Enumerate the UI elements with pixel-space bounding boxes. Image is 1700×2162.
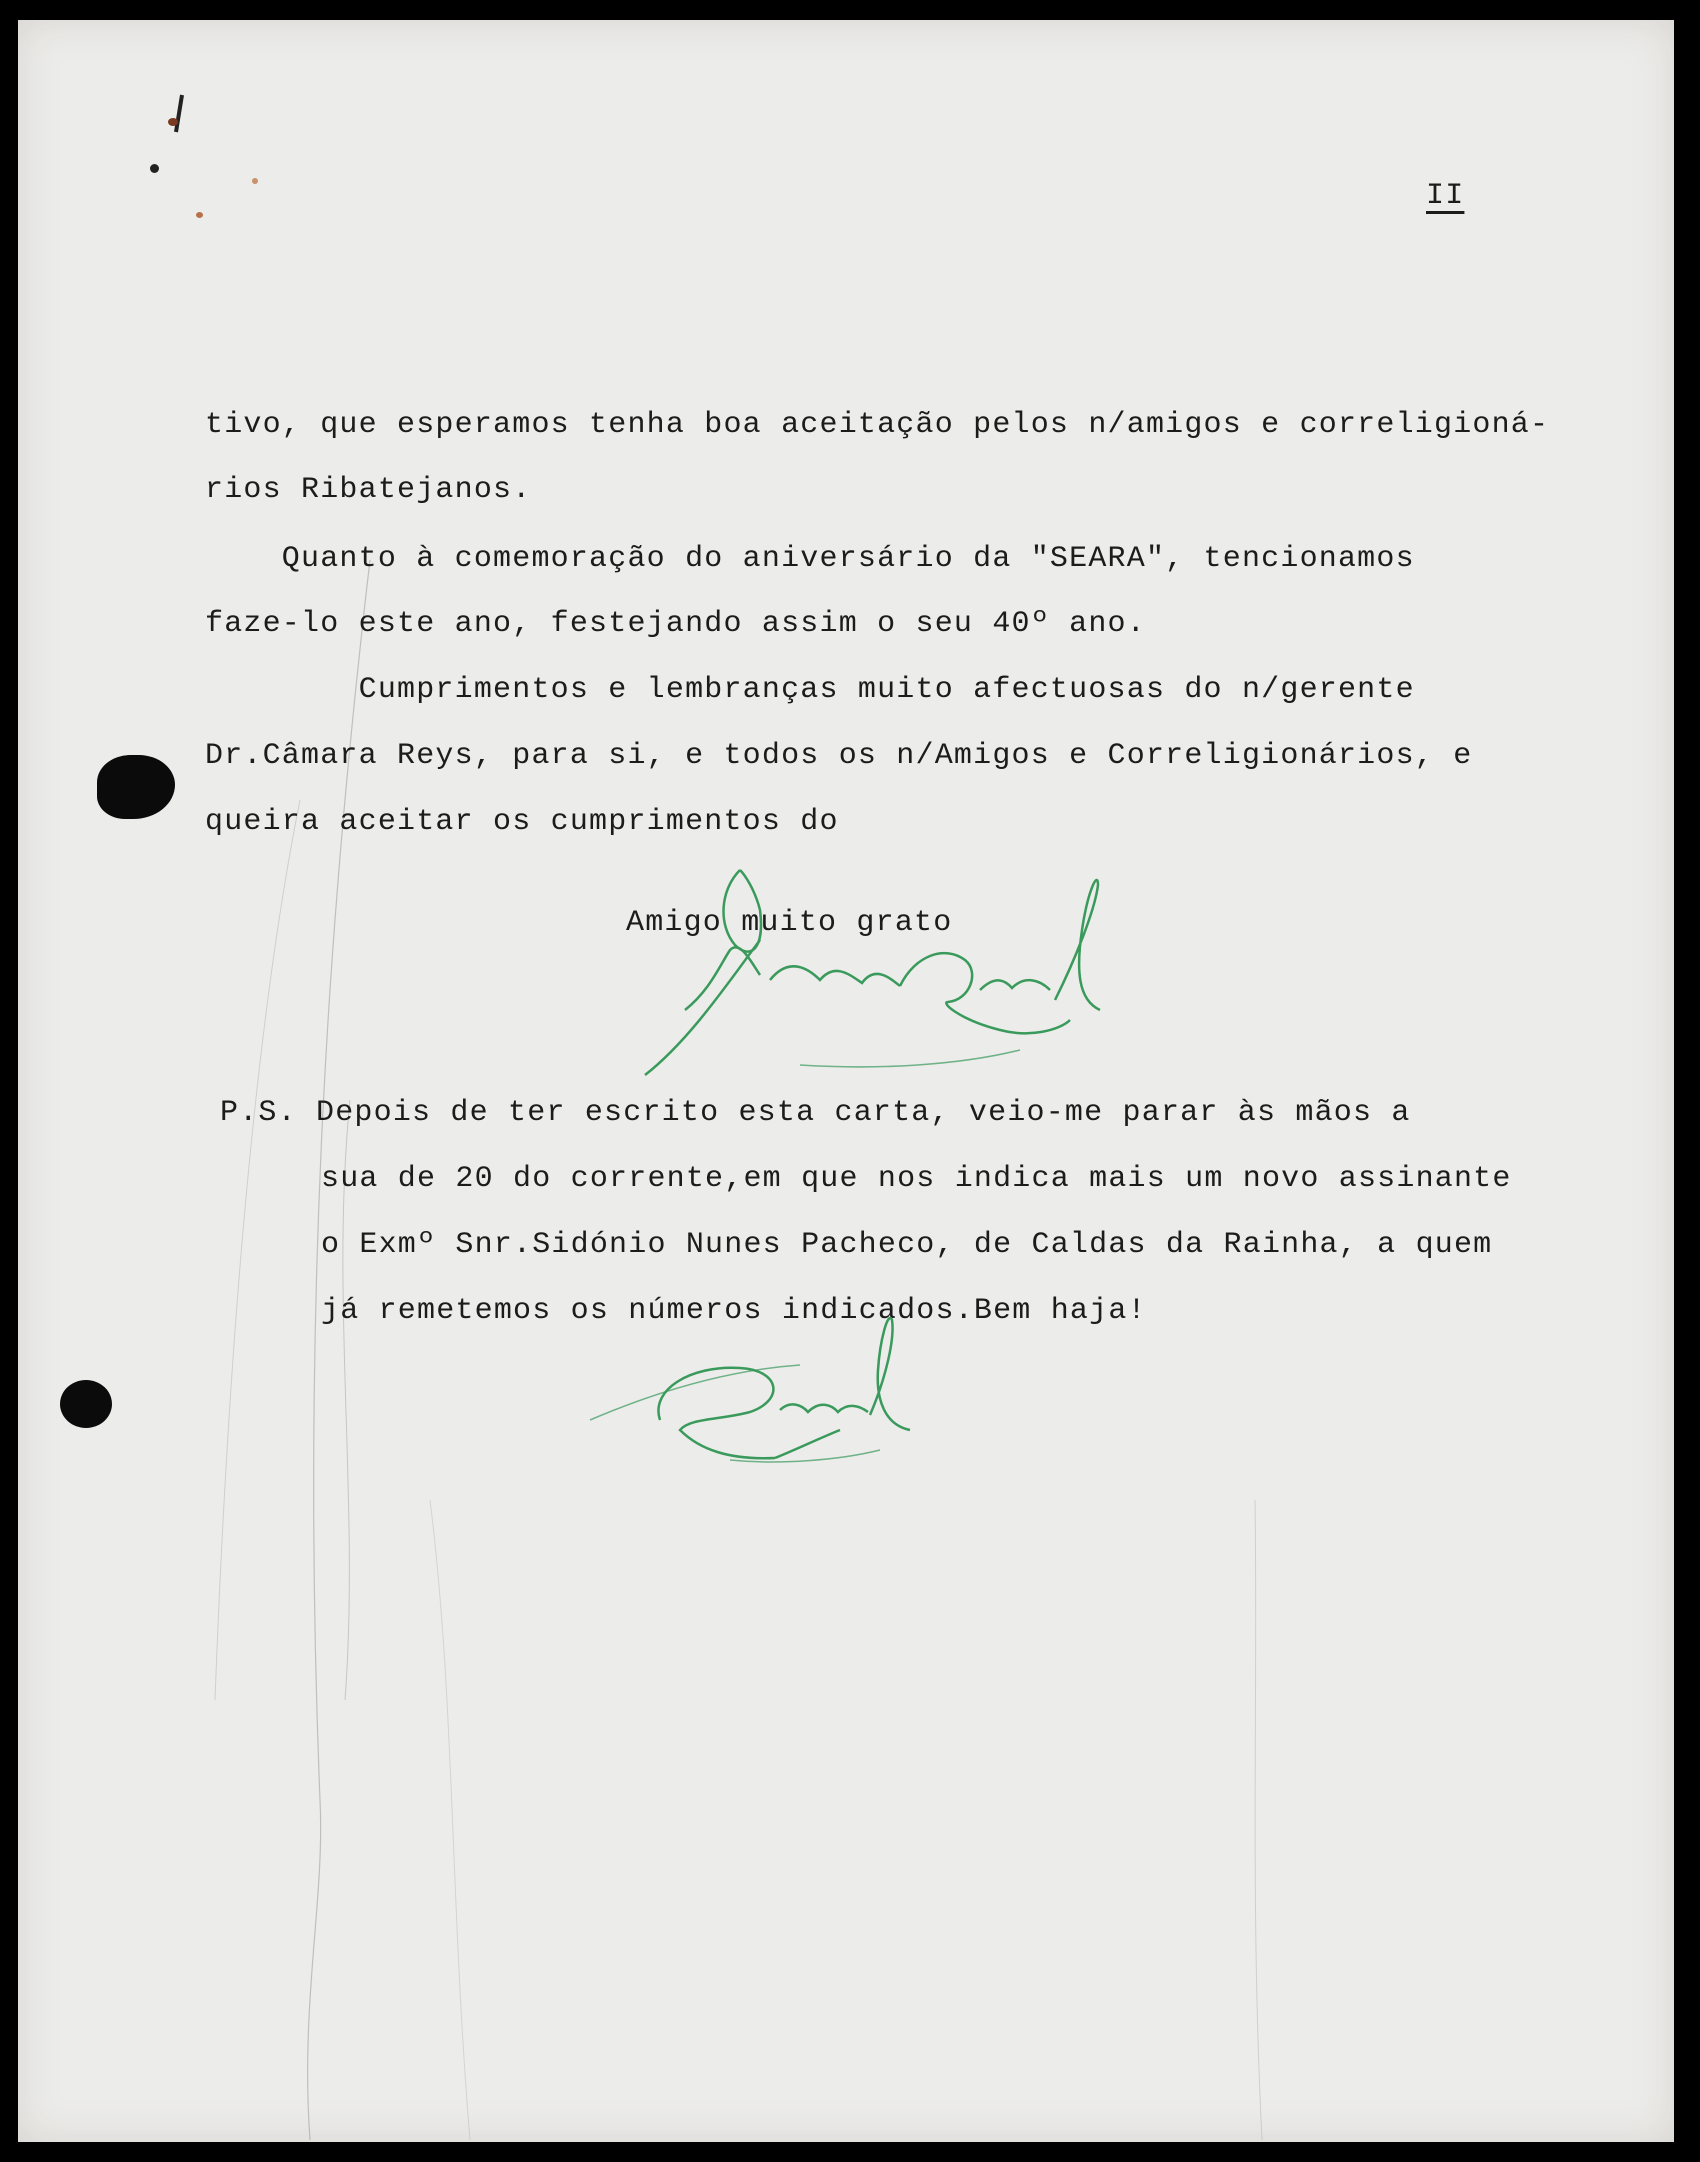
body-line-3: Quanto à comemoração do aniversário da "SEARA", tencionamos bbox=[205, 542, 1415, 576]
letter-page bbox=[18, 20, 1674, 2142]
closing-line: Amigo muito grato bbox=[626, 906, 953, 940]
body-line-6: Dr.Câmara Reys, para si, e todos os n/Amigos e Correligionários, e bbox=[205, 739, 1473, 773]
postscript-line-3: o Exmº Snr.Sidónio Nunes Pacheco, de Caldas da Rainha, a quem bbox=[321, 1228, 1493, 1262]
page-number: II bbox=[1426, 179, 1465, 213]
body-line-7: queira aceitar os cumprimentos do bbox=[205, 805, 839, 839]
postscript-line-4: já remetemos os números indicados.Bem haja! bbox=[321, 1294, 1147, 1328]
body-line-1: tivo, que esperamos tenha boa aceitação pelos n/amigos e correligioná- bbox=[205, 408, 1550, 442]
ink-speck bbox=[150, 164, 159, 173]
body-line-4: faze-lo este ano, festejando assim o seu 40º ano. bbox=[205, 607, 1146, 641]
body-line-2: rios Ribatejanos. bbox=[205, 473, 532, 507]
postscript-line-2: sua de 20 do corrente,em que nos indica mais um novo assinante bbox=[321, 1162, 1512, 1196]
punch-hole bbox=[60, 1380, 112, 1428]
rust-speck bbox=[168, 118, 178, 126]
body-line-5: Cumprimentos e lembranças muito afectuosas do n/gerente bbox=[205, 673, 1415, 707]
rust-speck bbox=[196, 212, 203, 218]
postscript-line-1: P.S. Depois de ter escrito esta carta, veio-me parar às mãos a bbox=[220, 1096, 1411, 1130]
rust-speck bbox=[252, 178, 258, 184]
